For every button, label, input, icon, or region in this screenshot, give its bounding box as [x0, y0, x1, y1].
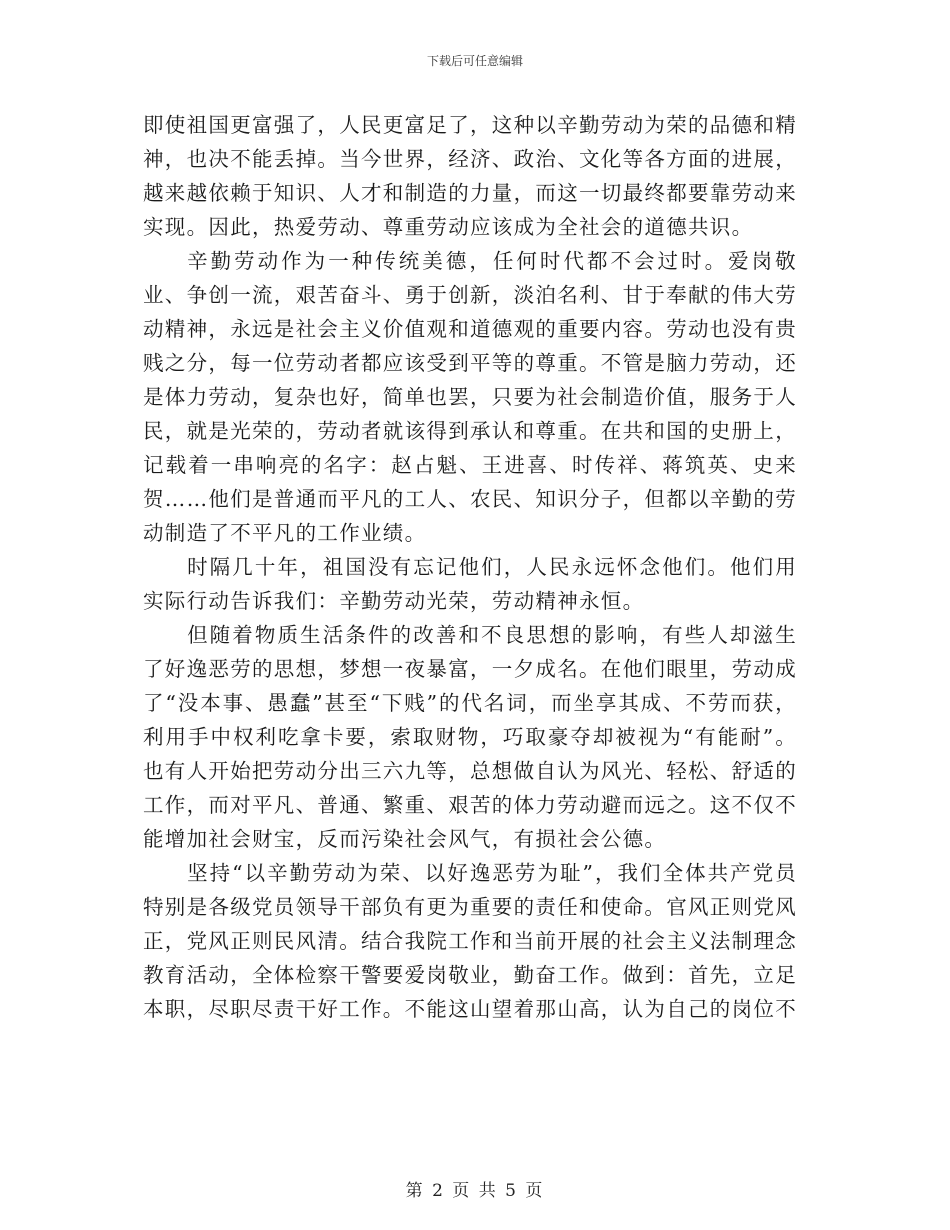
page-header-note: 下载后可任意编辑 — [426, 54, 523, 68]
document-body — [143, 108, 797, 1026]
page-number: 第 2 页 共 5 页 — [405, 1181, 545, 1201]
paragraph-3: 时隔几十年，祖国没有忘记他们，人民永远怀念他们。他们用实际行动告诉我们：辛勤劳动光荣，劳动精神永恒。 — [143, 555, 797, 613]
paragraph-2: 辛勤劳动作为一种传统美德，任何时代都不会过时。爱岗敬业、争创一流，艰苦奋斗、勇于创新，淡泊名利、甘于奉献的伟大劳动精神，永远是社会主义价值观和道德观的重要内容。劳动也没有贵贱之分，每一位劳动者都应该受到平等的尊重。不管是脑力劳动，还是体力劳动，复杂也好，简单也罢，只要为社会制造价值，服务于人民，就是光荣的，劳动者就该得到承认和尊重。在共和国的史册上，记载着一串响亮的名字：赵占魁、王进喜、时传祥、蒋筑英、史来贺……他们是普通而平凡的工人、农民、知识分子，但都以辛勤的劳动制造了不平凡的工作业绩。 — [143, 249, 797, 545]
paragraph-5: 坚持“以辛勤劳动为荣、以好逸恶劳为耻”，我们全体共产党员特别是各级党员领导干部负有更为重要的责任和使命。官风正则党风正，党风正则民风清。结合我院工作和当前开展的社会主义法制理念教育活动，全体检察干警要爱岗敬业，勤奋工作。做到：首先，立足本职，尽职尽责干好工作。不能这山望着那山高，认为自己的岗位不 — [143, 861, 797, 1021]
paragraph-4: 但随着物质生活条件的改善和不良思想的影响，有些人却滋生了好逸恶劳的思想，梦想一夜暴富，一夕成名。在他们眼里，劳动成了“没本事、愚蠢”甚至“下贱”的代名词，而坐享其成、不劳而获，利用手中权利吃拿卡要，索取财物，巧取豪夺却被视为“有能耐”。也有人开始把劳动分出三六九等，总想做自认为风光、轻松、舒适的工作，而对平凡、普通、繁重、艰苦的体力劳动避而远之。这不仅不能增加社会财宝，反而污染社会风气，有损社会公德。 — [143, 623, 797, 851]
paragraph-1: 即使祖国更富强了，人民更富足了，这种以辛勤劳动为荣的品德和精神，也决不能丢掉。当今世界，经济、政治、文化等各方面的进展，越来越依赖于知识、人才和制造的力量，而这一切最终都要靠劳动来实现。因此，热爱劳动、尊重劳动应该成为全社会的道德共识。 — [143, 113, 797, 239]
